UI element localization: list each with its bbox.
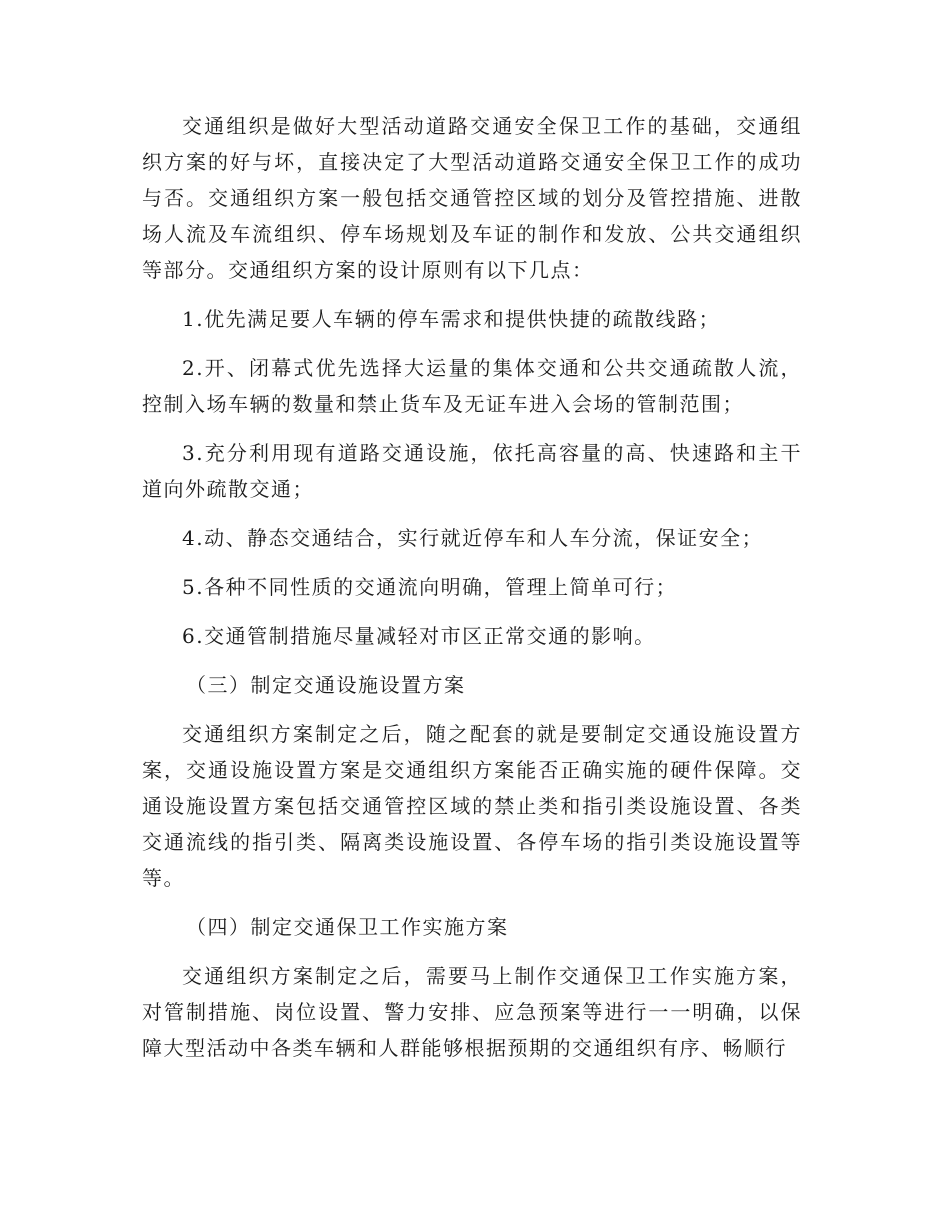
principle-item-3: 3.充分利用现有道路交通设施，依托高容量的高、快速路和主干道向外疏散交通；: [142, 441, 802, 501]
intro-paragraph: 交通组织是做好大型活动道路交通安全保卫工作的基础，交通组织方案的好与坏，直接决定了大型活动道路交通安全保卫工作的成功与否。交通组织方案一般包括交通管控区域的划分及管控措施、进散场人流及车流组织、停车场规划及车证的制作和发放、公共交通组织等部分。交通组织方案的设计原则有以下几点：: [142, 114, 802, 282]
principle-item-5: 5.各种不同性质的交通流向明确，管理上简单可行；: [182, 575, 678, 599]
principle-item-4: 4.动、静态交通结合，实行就近停车和人车分流，保证安全；: [182, 526, 764, 550]
section3-paragraph: 交通组织方案制定之后，随之配套的就是要制定交通设施设置方案，交通设施设置方案是交通组织方案能否正确实施的硬件保障。交通设施设置方案包括交通管控区域的禁止类和指引类设施设置、各类交通流线的指引类、隔离类设施设置、各停车场的指引类设施设置等等。: [142, 722, 802, 890]
principle-item-2: 2.开、闭幕式优先选择大运量的集体交通和公共交通疏散人流，控制入场车辆的数量和禁止货车及无证车进入会场的管制范围；: [142, 356, 802, 416]
section3-heading: （三）制定交通设施设置方案: [186, 673, 466, 697]
principle-item-1: 1.优先满足要人车辆的停车需求和提供快捷的疏散线路；: [182, 307, 721, 331]
document-page: [142, 108, 802, 1066]
principle-item-6: 6.交通管制措施尽量减轻对市区正常交通的影响。: [182, 624, 656, 648]
section4-paragraph: 交通组织方案制定之后，需要马上制作交通保卫工作实施方案，对管制措施、岗位设置、警力安排、应急预案等进行一一明确，以保障大型活动中各类车辆和人群能够根据预期的交通组织有序、畅顺行: [142, 964, 802, 1060]
section4-heading: （四）制定交通保卫工作实施方案: [186, 915, 509, 939]
